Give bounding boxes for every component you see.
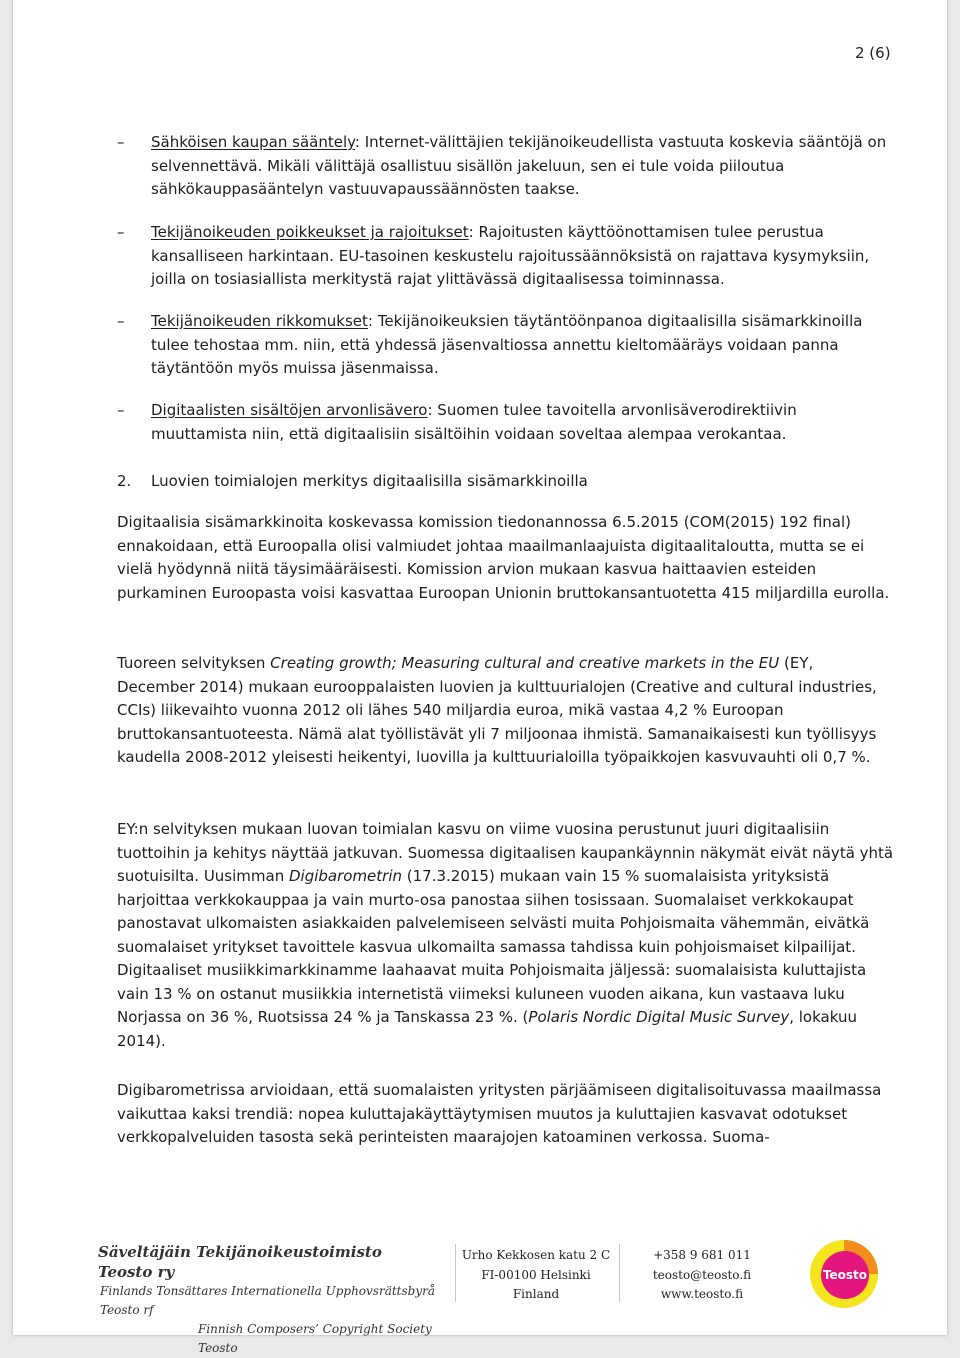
teosto-logo (808, 1238, 880, 1310)
paragraph-text: EY:n selvityksen mukaan luovan toimialan kasvu on viime vuosina perustunut juuri digitaalisiin tuottoihin ja kehitys näyttää jatkuvan. Suomessa digitaalisen kaupankäynnin näkymät eivät näytä yhtä suotuisilta. Uusimman (117, 820, 894, 885)
report-title: Creating growth; Measuring cultural and creative markets in the EU (270, 654, 780, 672)
bullet-text: : Tekijänoikeuksien täytäntöönpanoa digitaalisilla sisämarkkinoilla tulee tehostaa mm. niin, että yhdessä jäsenvaltiossa annettu kieltomääräys voidaan panna täytäntöön myös muissa jäsenmaissa. (151, 312, 863, 377)
org-name-swedish: Finlands Tonsättares Internationella Upphovsrättsbyrå Teosto rf (100, 1284, 435, 1317)
bullet-topic: Digitaalisten sisältöjen arvonlisävero (151, 401, 428, 419)
contact-block (637, 1246, 767, 1305)
bullet-dash: – (117, 223, 125, 241)
organization-names (98, 1242, 438, 1358)
bullet-item (117, 131, 897, 202)
logo-text: Teosto (822, 1268, 868, 1282)
paragraph-text: (EY, December 2014) mukaan eurooppalaisten luovien ja kulttuurialojen (Creative and cultural industries, CCIs) liikevaihto vuonna 2012 oli lähes 540 miljardia euroa, mikä vastaa 4,2 % Euroopan bruttokansantuoteesta. Nämä alat työllistävät yli 7 miljoonaa ihmistä. Samanaikaisesti kun työllisyys kaudella 2008-2012 yleisesti heikentyi, luovilla ja kulttuurialoilla työpaikkojen kasvuvauhti oli 0,7 %. (117, 654, 877, 766)
bullet-item (117, 399, 897, 446)
website-link[interactable]: www.teosto.fi (660, 1287, 744, 1301)
bullet-dash: – (117, 401, 125, 419)
address-country: Finland (512, 1287, 560, 1301)
bullet-topic: Tekijänoikeuden poikkeukset ja rajoitukset (151, 223, 469, 241)
paragraph (117, 652, 895, 770)
divider (455, 1244, 456, 1302)
address-block (461, 1246, 611, 1305)
bullet-item (117, 310, 897, 381)
address-city: FI-00100 Helsinki (481, 1267, 591, 1282)
section-number: 2. (117, 472, 132, 490)
bullet-topic: Sähköisen kaupan sääntely (151, 133, 355, 151)
paragraph: Digibarometrissa arvioidaan, että suomalaisten yritysten pärjäämiseen digitalisoituvassa maailmassa vaikuttaa kaksi trendiä: nopea kuluttajakäyttäytymisen muutos ja kuluttajien kasvavat odotukset verkkopalveluiden tasosta sekä perinteisten maarajojen katoaminen verkossa. Suoma- (117, 1081, 882, 1146)
paragraph (117, 818, 895, 1053)
bullet-text: : Rajoitusten käyttöönottamisen tulee perustua kansalliseen harkintaan. EU-tasoinen keskustelu rajoitussäännöksistä on rajattava kysymyksiin, joilla on tosiasiallista merkitystä rajat ylittävässä digitaalisessa toiminnassa. (151, 223, 870, 288)
section-heading (117, 470, 588, 494)
paragraph: Digitaalisia sisämarkkinoita koskevassa komission tiedonannossa 6.5.2015 (COM(2015) 192 final) ennakoidaan, että Euroopalla olisi valmiudet johtaa maailmanlaajuista digitaalitaloutta, mutta se ei vielä hyödynnä niitä täysimääräisesti. Komission arvion mukaan kasvua haittaavien esteiden purkaminen Euroopasta voisi kasvattaa Euroopan Unionin bruttokansantuotetta 415 miljardilla eurolla. (117, 513, 890, 602)
phone-number: +358 9 681 011 (653, 1248, 751, 1262)
report-title: Digibarometrin (288, 867, 403, 885)
divider (619, 1244, 620, 1302)
page-footer (13, 1238, 947, 1355)
paragraph-text: Tuoreen selvityksen (117, 654, 271, 672)
bullet-dash: – (117, 312, 125, 330)
report-title: Polaris Nordic Digital Music Survey (528, 1008, 790, 1026)
email-link[interactable]: teosto@teosto.fi (652, 1267, 752, 1282)
address-street: Urho Kekkosen katu 2 C (461, 1248, 611, 1262)
paragraph-text: , lokakuu 2014). (117, 1008, 857, 1050)
org-name-finnish: Säveltäjäin Tekijänoikeustoimisto Teosto ry (98, 1243, 382, 1281)
paragraph-text: (17.3.2015) mukaan vain 15 % suomalaisista yrityksistä harjoittaa verkkokauppaa ja vain murto-osa panostaa siihen tosissaan. Suomalaiset verkkokaupat panostavat ulkomaisten asiakkaiden palvelemiseen selvästi muita Pohjoismaita vähemmän, eivätkä suomalaiset yritykset tavoittele kasvua ulkomailta samassa tahdissa kuin pohjoismaiset kilpailijat. Digitaaliset musiikkimarkkinamme laahaavat muita Pohjoismaita jäljessä: suomalaisista kuluttajista vain 13 % on ostanut musiikkia internetistä viimeksi kuluneen vuoden aikana, kun vastaava luku Norjassa on 36 %, Ruotsissa 24 % ja Tanskassa 23 %. ( (117, 867, 870, 1026)
bullet-item (117, 221, 897, 292)
document-page (13, 0, 947, 1355)
bullet-topic: Tekijänoikeuden rikkomukset (151, 312, 368, 330)
org-name-english: Finnish Composers’ Copyright Society Teosto (198, 1322, 432, 1355)
bullet-dash: – (117, 133, 125, 151)
bullet-text: : Suomen tulee tavoitella arvonlisäverodirektiivin muuttamista niin, että digitaalisiin sisältöihin voidaan soveltaa alempaa verokantaa. (151, 401, 797, 443)
page-number: 2 (6) (855, 44, 891, 62)
section-title: Luovien toimialojen merkitys digitaalisilla sisämarkkinoilla (151, 472, 588, 490)
bullet-text: : Internet-välittäjien tekijänoikeudellista vastuuta koskevia sääntöjä on selvennettävä. Mikäli välittäjä osallistuu sisällön jakeluun, sen ei tule voida piiloutua sähkökauppasääntelyn vastuuvapaussäännösten taakse. (151, 133, 887, 198)
